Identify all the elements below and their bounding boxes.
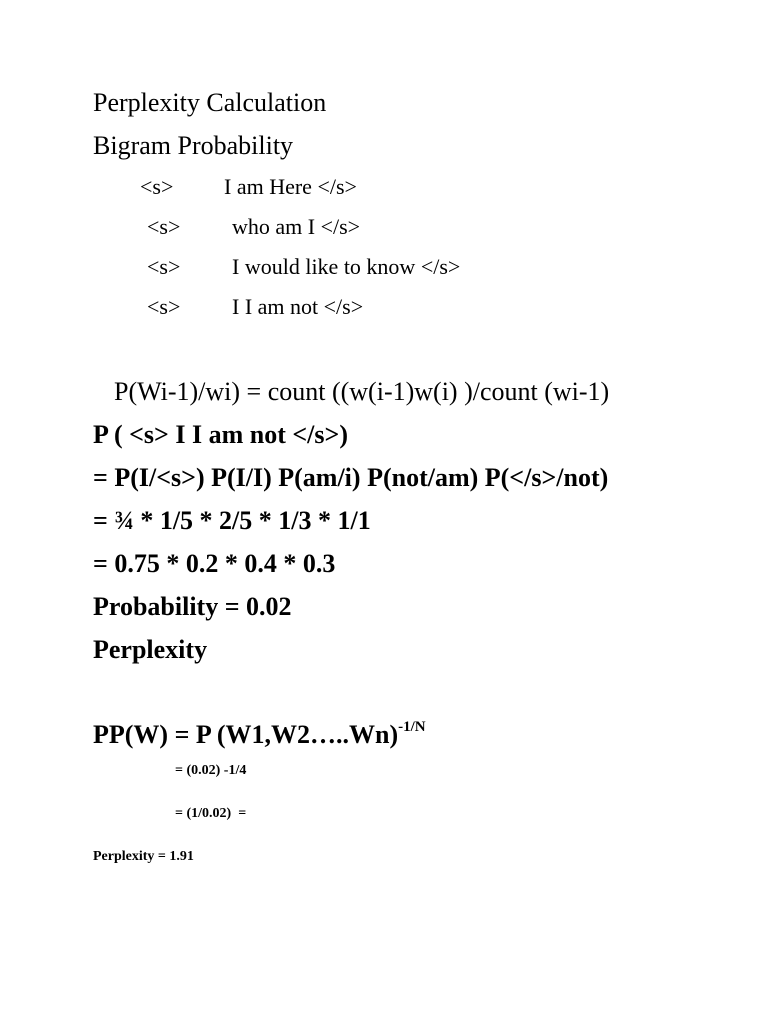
corpus-sentence: I I am not </s> (232, 294, 364, 319)
pp-formula (93, 719, 426, 749)
calc-line-2: = P(I/<s>) P(I/I) P(am/i) P(not/am) P(</s>/not) (93, 463, 609, 492)
perplexity-result: Perplexity = 1.91 (93, 849, 194, 864)
pp-formula-exponent: -1/N (398, 719, 426, 735)
perplexity-heading: Perplexity (93, 635, 208, 664)
pp-step-2: = (1/0.02) = (175, 806, 247, 821)
calc-line-3: = ¾ * 1/5 * 2/5 * 1/3 * 1/1 (93, 506, 371, 535)
corpus-tag: <s> (147, 214, 181, 239)
bigram-formula: P(Wi-1)/wi) = count ((w(i-1)w(i) )/count (wi-1) (114, 377, 610, 406)
corpus-tag: <s> (147, 254, 181, 279)
page-subtitle: Bigram Probability (93, 131, 294, 160)
pp-formula-base: PP(W) = P (W1,W2…..Wn) (93, 720, 399, 749)
corpus-tag: <s> (140, 174, 174, 199)
calc-line-1: P ( <s> I I am not </s>) (93, 420, 348, 449)
corpus-tag: <s> (147, 294, 181, 319)
corpus-sentence: who am I </s> (232, 214, 361, 239)
corpus-sentence: I would like to know </s> (232, 254, 461, 279)
calc-line-4: = 0.75 * 0.2 * 0.4 * 0.3 (93, 549, 336, 578)
probability-result: Probability = 0.02 (93, 592, 292, 621)
pp-step-1: = (0.02) -1/4 (175, 763, 247, 778)
corpus-sentence: I am Here </s> (224, 174, 357, 199)
corpus-line-4 (147, 294, 364, 384)
page-title: Perplexity Calculation (93, 88, 327, 117)
